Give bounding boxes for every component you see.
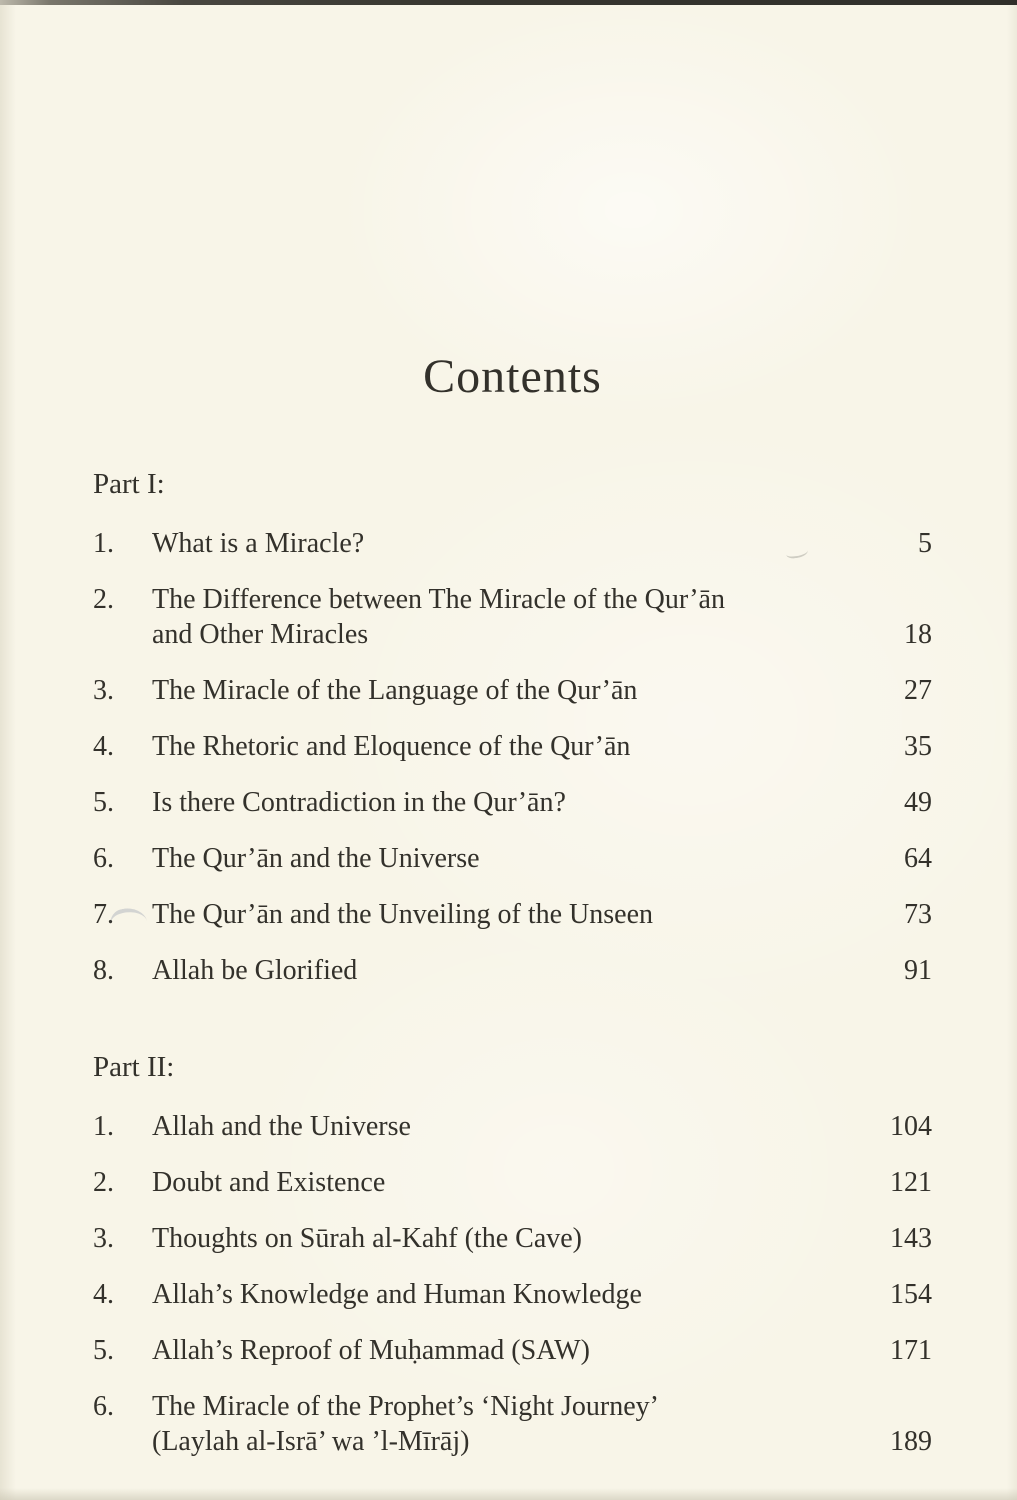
entry-number: 1. (93, 528, 114, 559)
entry-title-line: The Qur’ān and the Universe (152, 843, 480, 874)
entry-title-line: The Rhetoric and Eloquence of the Qur’ān (152, 731, 631, 762)
entry-page-number: 5 (918, 528, 932, 559)
entry-number: 5. (93, 787, 114, 818)
entry-title-line: Doubt and Existence (152, 1167, 386, 1198)
entry-title (152, 1109, 880, 1144)
entry-title-line: Allah’s Knowledge and Human Knowledge (152, 1279, 642, 1310)
entry-title (152, 673, 880, 708)
toc-entry (93, 729, 932, 764)
toc-parts (93, 466, 932, 1459)
entry-number: 6. (93, 1391, 114, 1422)
entry-title (152, 953, 880, 988)
entry-number: 6. (93, 843, 114, 874)
entry-page-number: 121 (890, 1167, 932, 1198)
entry-number: 3. (93, 1223, 114, 1254)
entry-page-number: 104 (890, 1111, 932, 1142)
entry-title-line: (Laylah al-Isrā’ wa ’l-Mīrāj) (152, 1426, 470, 1457)
entry-page-number: 73 (904, 899, 932, 930)
part-heading: Part II: (93, 1051, 175, 1083)
entry-title-line: Allah and the Universe (152, 1111, 411, 1142)
entry-title-line: The Miracle of the Language of the Qur’ān (152, 675, 638, 706)
entry-title (152, 785, 880, 820)
entry-page-number: 91 (904, 955, 932, 986)
toc-entry (93, 673, 932, 708)
entry-title (152, 526, 880, 561)
entry-number: 1. (93, 1111, 114, 1142)
entry-title-line: Allah’s Reproof of Muḥammad (SAW) (152, 1335, 590, 1366)
entry-title-line: The Difference between The Miracle of the Qur’ān (152, 584, 725, 615)
toc-part (93, 466, 932, 988)
entry-number: 4. (93, 1279, 114, 1310)
entry-page-number: 64 (904, 843, 932, 874)
toc-entry (93, 1277, 932, 1312)
toc-entry (93, 1333, 932, 1368)
toc-entry (93, 841, 932, 876)
entry-title-line: Is there Contradiction in the Qur’ān? (152, 787, 566, 818)
entry-page-number: 27 (904, 675, 932, 706)
entry-page-number: 49 (904, 787, 932, 818)
entry-title-line: The Miracle of the Prophet’s ‘Night Journey’ (152, 1391, 659, 1422)
entry-title (152, 897, 880, 932)
entry-number: 2. (93, 584, 114, 615)
entry-title (152, 1165, 880, 1200)
entry-number: 7. (93, 899, 114, 930)
toc-entry (93, 582, 932, 652)
toc-entry (93, 1389, 932, 1459)
entry-number: 8. (93, 955, 114, 986)
toc-part (93, 1049, 932, 1459)
entry-title (152, 1389, 880, 1459)
part-rows (93, 526, 932, 988)
entry-number: 4. (93, 731, 114, 762)
entry-title (152, 1221, 880, 1256)
entry-title (152, 1333, 880, 1368)
entry-page-number: 171 (890, 1335, 932, 1366)
entry-title (152, 841, 880, 876)
toc-entry (93, 785, 932, 820)
toc-entry (93, 953, 932, 988)
toc-entry (93, 1165, 932, 1200)
entry-title (152, 582, 880, 652)
entry-title-line: and Other Miracles (152, 619, 369, 650)
entry-title (152, 1277, 880, 1312)
entry-number: 2. (93, 1167, 114, 1198)
page-title: Contents (423, 350, 602, 403)
toc-entry (93, 526, 932, 561)
entry-page-number: 189 (890, 1426, 932, 1457)
part-rows (93, 1109, 932, 1459)
entry-title-line: Thoughts on Sūrah al-Kahf (the Cave) (152, 1223, 582, 1254)
entry-title-line: What is a Miracle? (152, 528, 365, 559)
entry-title (152, 729, 880, 764)
entry-number: 3. (93, 675, 114, 706)
entry-title-line: The Qur’ān and the Unveiling of the Unseen (152, 899, 653, 930)
entry-page-number: 35 (904, 731, 932, 762)
entry-page-number: 154 (890, 1279, 932, 1310)
entry-page-number: 143 (890, 1223, 932, 1254)
toc-entry (93, 1221, 932, 1256)
entry-number: 5. (93, 1335, 114, 1366)
toc-entry (93, 897, 932, 932)
entry-page-number: 18 (904, 619, 932, 650)
toc-entry (93, 1109, 932, 1144)
entry-title-line: Allah be Glorified (152, 955, 358, 986)
part-heading: Part I: (93, 468, 165, 500)
